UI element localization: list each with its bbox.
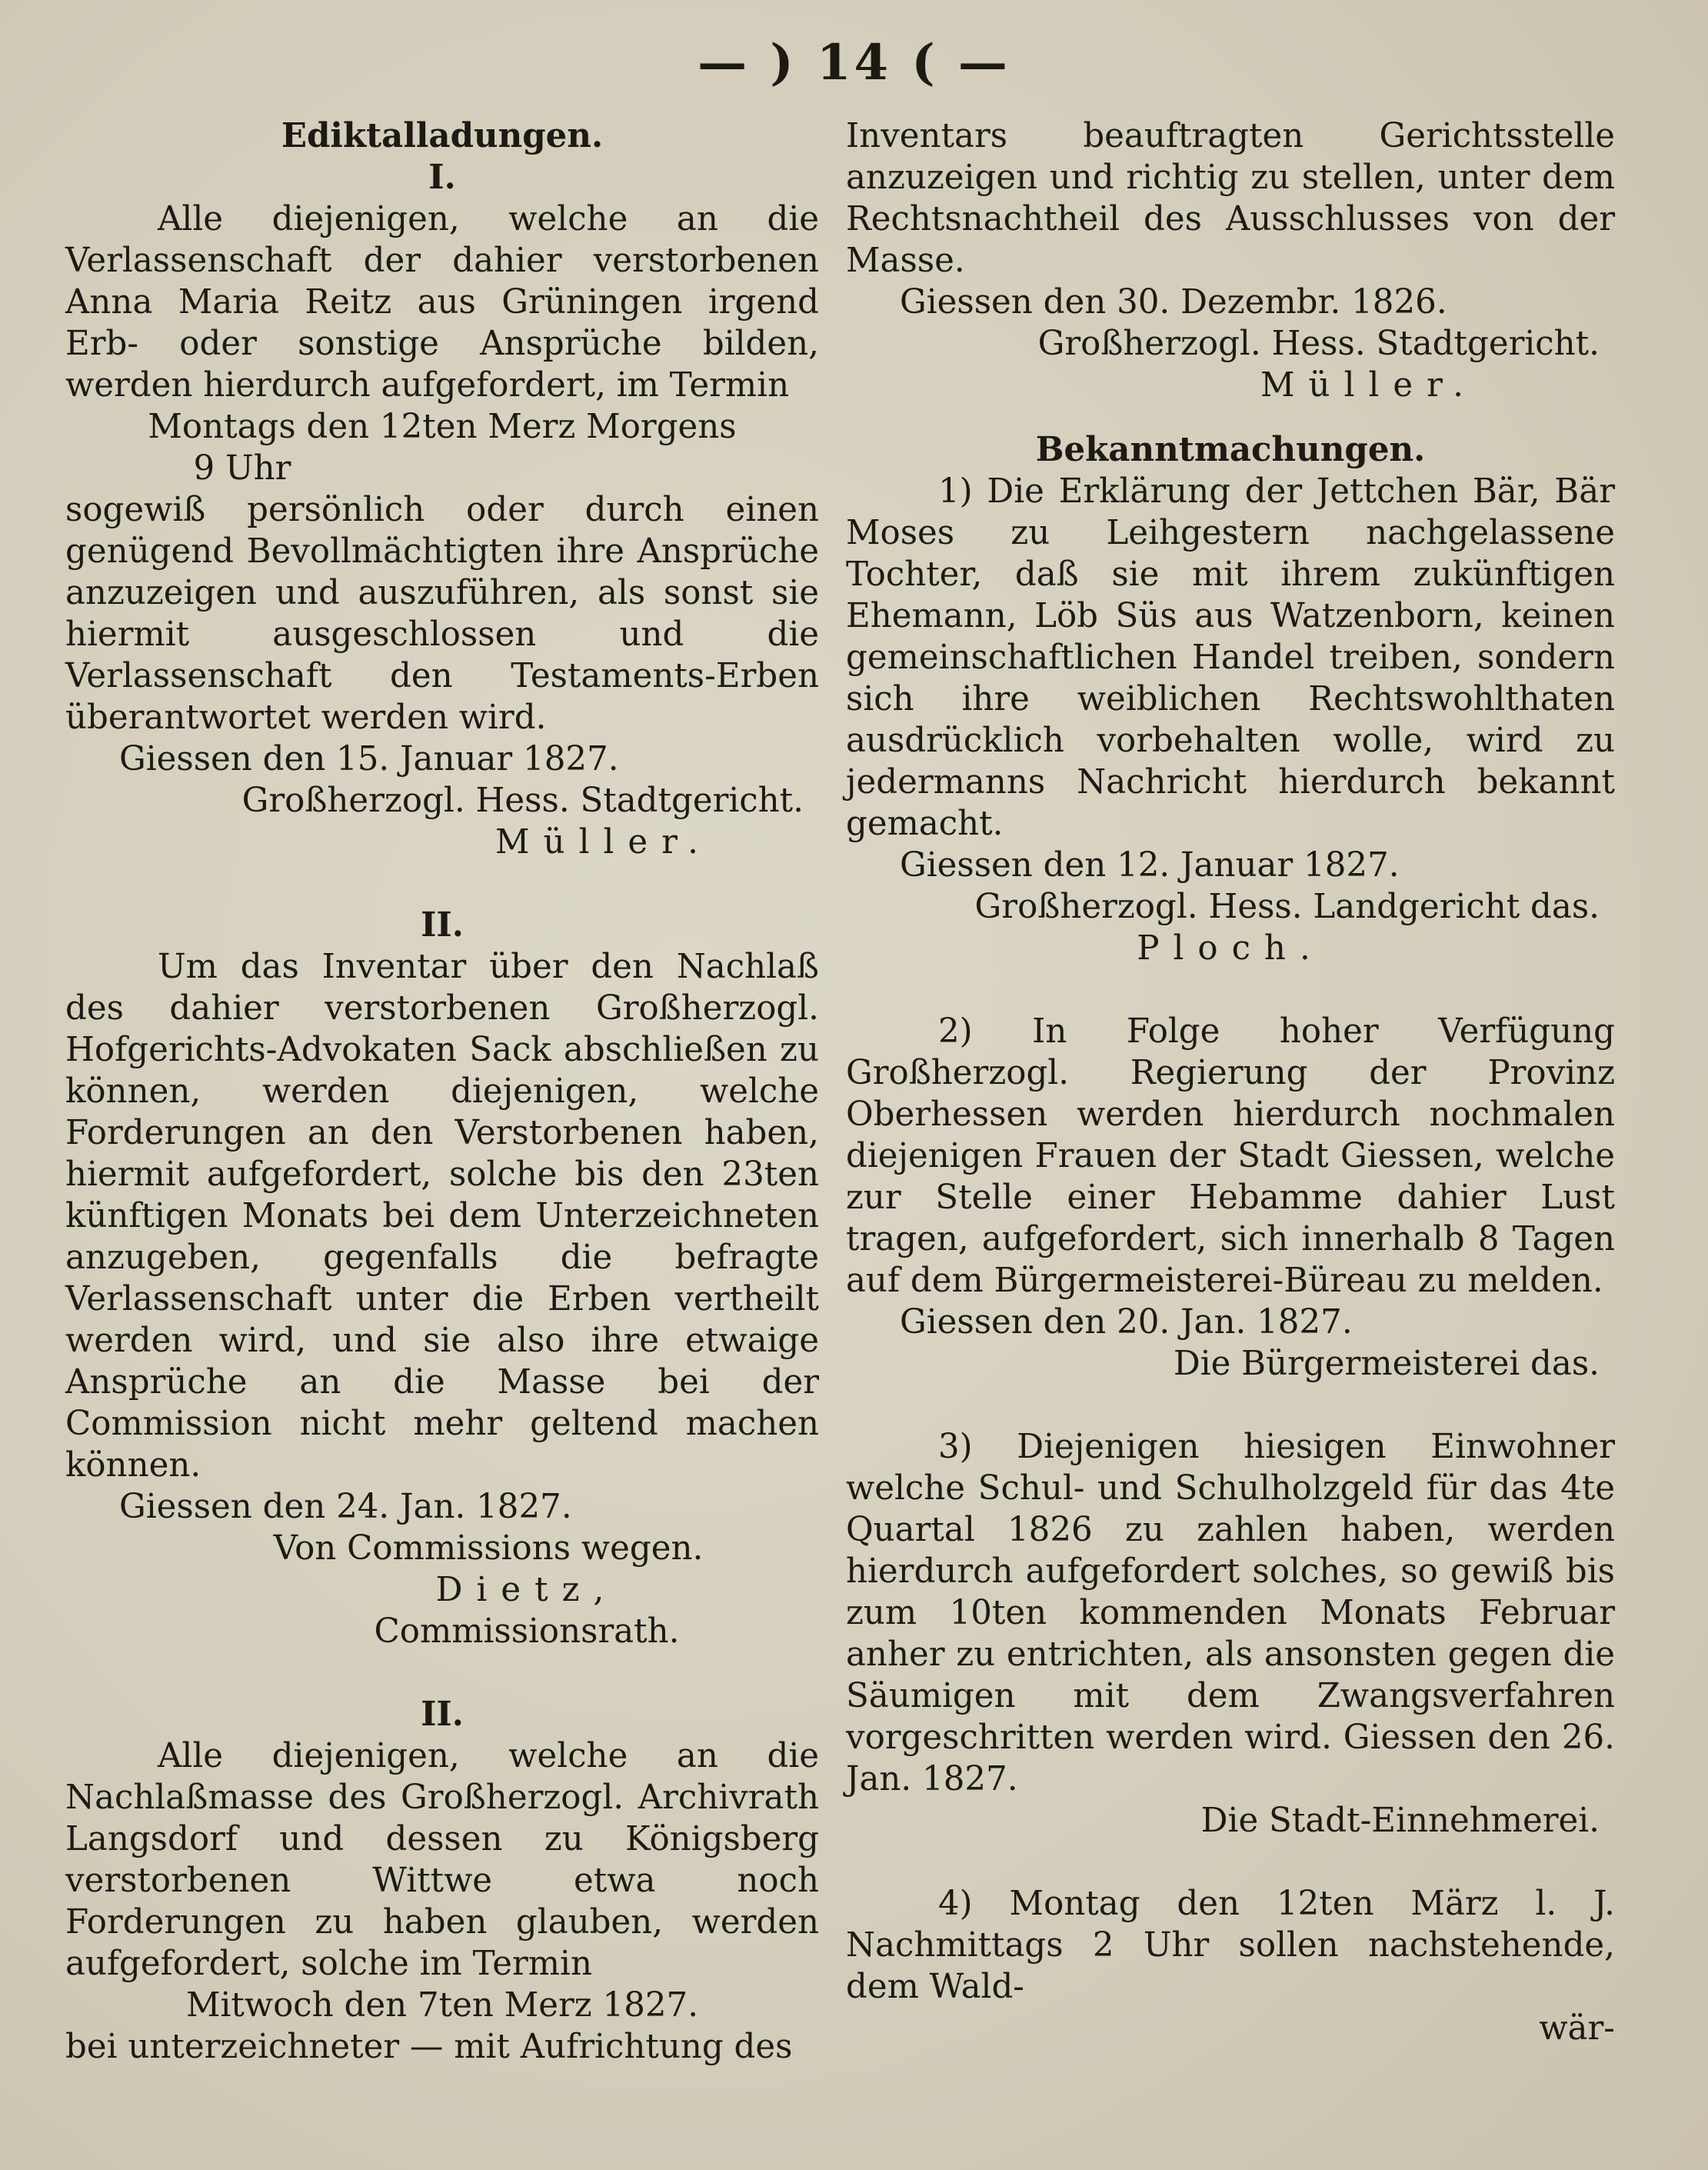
notice-number: II. bbox=[421, 1695, 464, 1734]
notice-body: 2) In Folge hoher Verfügung Großherzogl. Regierung der Provinz Oberhessen werden hierdurch nochmalen diejenigen Frauen der Stadt Giessen, welche zur Stelle einer Hebamme dahier Lust tragen, aufgefordert, sich innerhalb 8 Tagen auf dem Bürgermeisterei-Büreau zu melden. bbox=[846, 1012, 1615, 1300]
notice-date: Giessen den 30. Dezembr. 1826. bbox=[900, 283, 1447, 322]
notice-court: Großherzogl. Hess. Landgericht das. bbox=[974, 888, 1600, 926]
section-title-ediktalladungen: Ediktalladungen. bbox=[281, 116, 604, 155]
notice-signer: Dietz, bbox=[435, 1571, 618, 1609]
notice-signer: Die Bürgermeisterei das. bbox=[1173, 1345, 1600, 1383]
left-column bbox=[65, 115, 819, 2068]
catchword: wär- bbox=[1539, 2009, 1615, 2048]
notice-term: Montags den 12ten Merz Morgens bbox=[148, 408, 737, 446]
notice-signer: Die Stadt-Einnehmerei. bbox=[1200, 1802, 1600, 1840]
notice-date: Giessen den 24. Jan. 1827. bbox=[119, 1488, 572, 1526]
section-title-bekanntmachungen: Bekanntmachungen. bbox=[1035, 430, 1426, 469]
notice-signer-title: Commissionsrath. bbox=[374, 1612, 680, 1651]
notice-court: Großherzogl. Hess. Stadtgericht. bbox=[1037, 325, 1600, 363]
notice-court: Großherzogl. Hess. Stadtgericht. bbox=[241, 782, 804, 820]
notice-body: Alle diejenigen, welche an die Verlassenschaft der dahier verstorbenen Anna Maria Reitz aus Grüningen irgend Erb- oder sonstige Ansprüche bilden, werden hierdurch aufgefordert, im Termin bbox=[65, 200, 819, 405]
notice-date: Giessen den 15. Januar 1827. bbox=[119, 740, 619, 778]
page-number-header: — ) 14 ( — bbox=[698, 34, 1010, 92]
notice-body: 4) Montag den 12ten März l. J. Nachmittags 2 Uhr sollen nachstehende, dem Wald- bbox=[846, 1885, 1615, 2006]
notice-body: 3) Diejenigen hiesigen Einwohner welche Schul- und Schulholzgeld für das 4te Quartal 1826 zu zahlen haben, werden hierdurch aufgefordert solches, so gewiß bis zum 10ten kommenden Monats Februar anher zu entrichten, als ansonsten gegen die Säumigen mit dem Zwangsverfahren vorgeschritten werden wird. Giessen den 26. Jan. 1827. bbox=[846, 1428, 1615, 1798]
notice-date: Giessen den 12. Januar 1827. bbox=[900, 846, 1400, 885]
right-column bbox=[846, 115, 1615, 2049]
notice-body: Alle diejenigen, welche an die Nachlaßmasse des Großherzogl. Archivrath Langsdorf und dessen zu Königsberg verstorbenen Wittwe etwa noch Forderungen zu haben glauben, werden aufgefordert, solche im Termin bbox=[65, 1737, 819, 1983]
notice-number: I. bbox=[428, 158, 456, 197]
notice-signer: Müller. bbox=[1260, 366, 1477, 405]
notice-body: bei unterzeichneter — mit Aufrichtung des bbox=[65, 2028, 793, 2066]
notice-body: Inventars beauftragten Gerichtsstelle anzuzeigen und richtig zu stellen, unter dem Rechtsnachtheil des Ausschlusses von der Masse. bbox=[846, 117, 1615, 280]
notice-number: II. bbox=[421, 905, 464, 945]
notice-date: Giessen den 20. Jan. 1827. bbox=[900, 1303, 1353, 1342]
notice-term: Mitwoch den 7ten Merz 1827. bbox=[185, 1986, 699, 2025]
notice-authority: Von Commissions wegen. bbox=[273, 1529, 704, 1568]
notice-term-time: 9 Uhr bbox=[193, 449, 291, 488]
notice-signer: Ploch. bbox=[1137, 929, 1324, 968]
notice-signer: Müller. bbox=[495, 823, 712, 862]
notice-body: 1) Die Erklärung der Jettchen Bär, Bär Moses zu Leihgestern nachgelassene Tochter, daß sie mit ihrem zukünftigen Ehemann, Löb Süs aus Watzenborn, keinen gemeinschaftlichen Handel treiben, sondern sich ihre weiblichen Rechtswohlthaten ausdrücklich vorbehalten wolle, wird zu jedermanns Nachricht hierdurch bekannt gemacht. bbox=[846, 472, 1615, 843]
notice-body: Um das Inventar über den Nachlaß des dahier verstorbenen Großherzogl. Hofgerichts-Advokaten Sack abschließen zu können, werden diejenigen, welche Forderungen an den Verstorbenen haben, hiermit aufgefordert, solche bis den 23ten künftigen Monats bei dem Unterzeichneten anzugeben, gegenfalls die befragte Verlassenschaft unter die Erben vertheilt werden wird, und sie also ihre etwaige Ansprüche an die Masse bei der Commission nicht mehr geltend machen können. bbox=[65, 948, 819, 1485]
notice-body: sogewiß persönlich oder durch einen genügend Bevollmächtigten ihre Ansprüche anzuzeigen und auszuführen, als sonst sie hiermit ausgeschlossen und die Verlassenschaft den Testaments-Erben überantwortet werden wird. bbox=[65, 491, 819, 737]
